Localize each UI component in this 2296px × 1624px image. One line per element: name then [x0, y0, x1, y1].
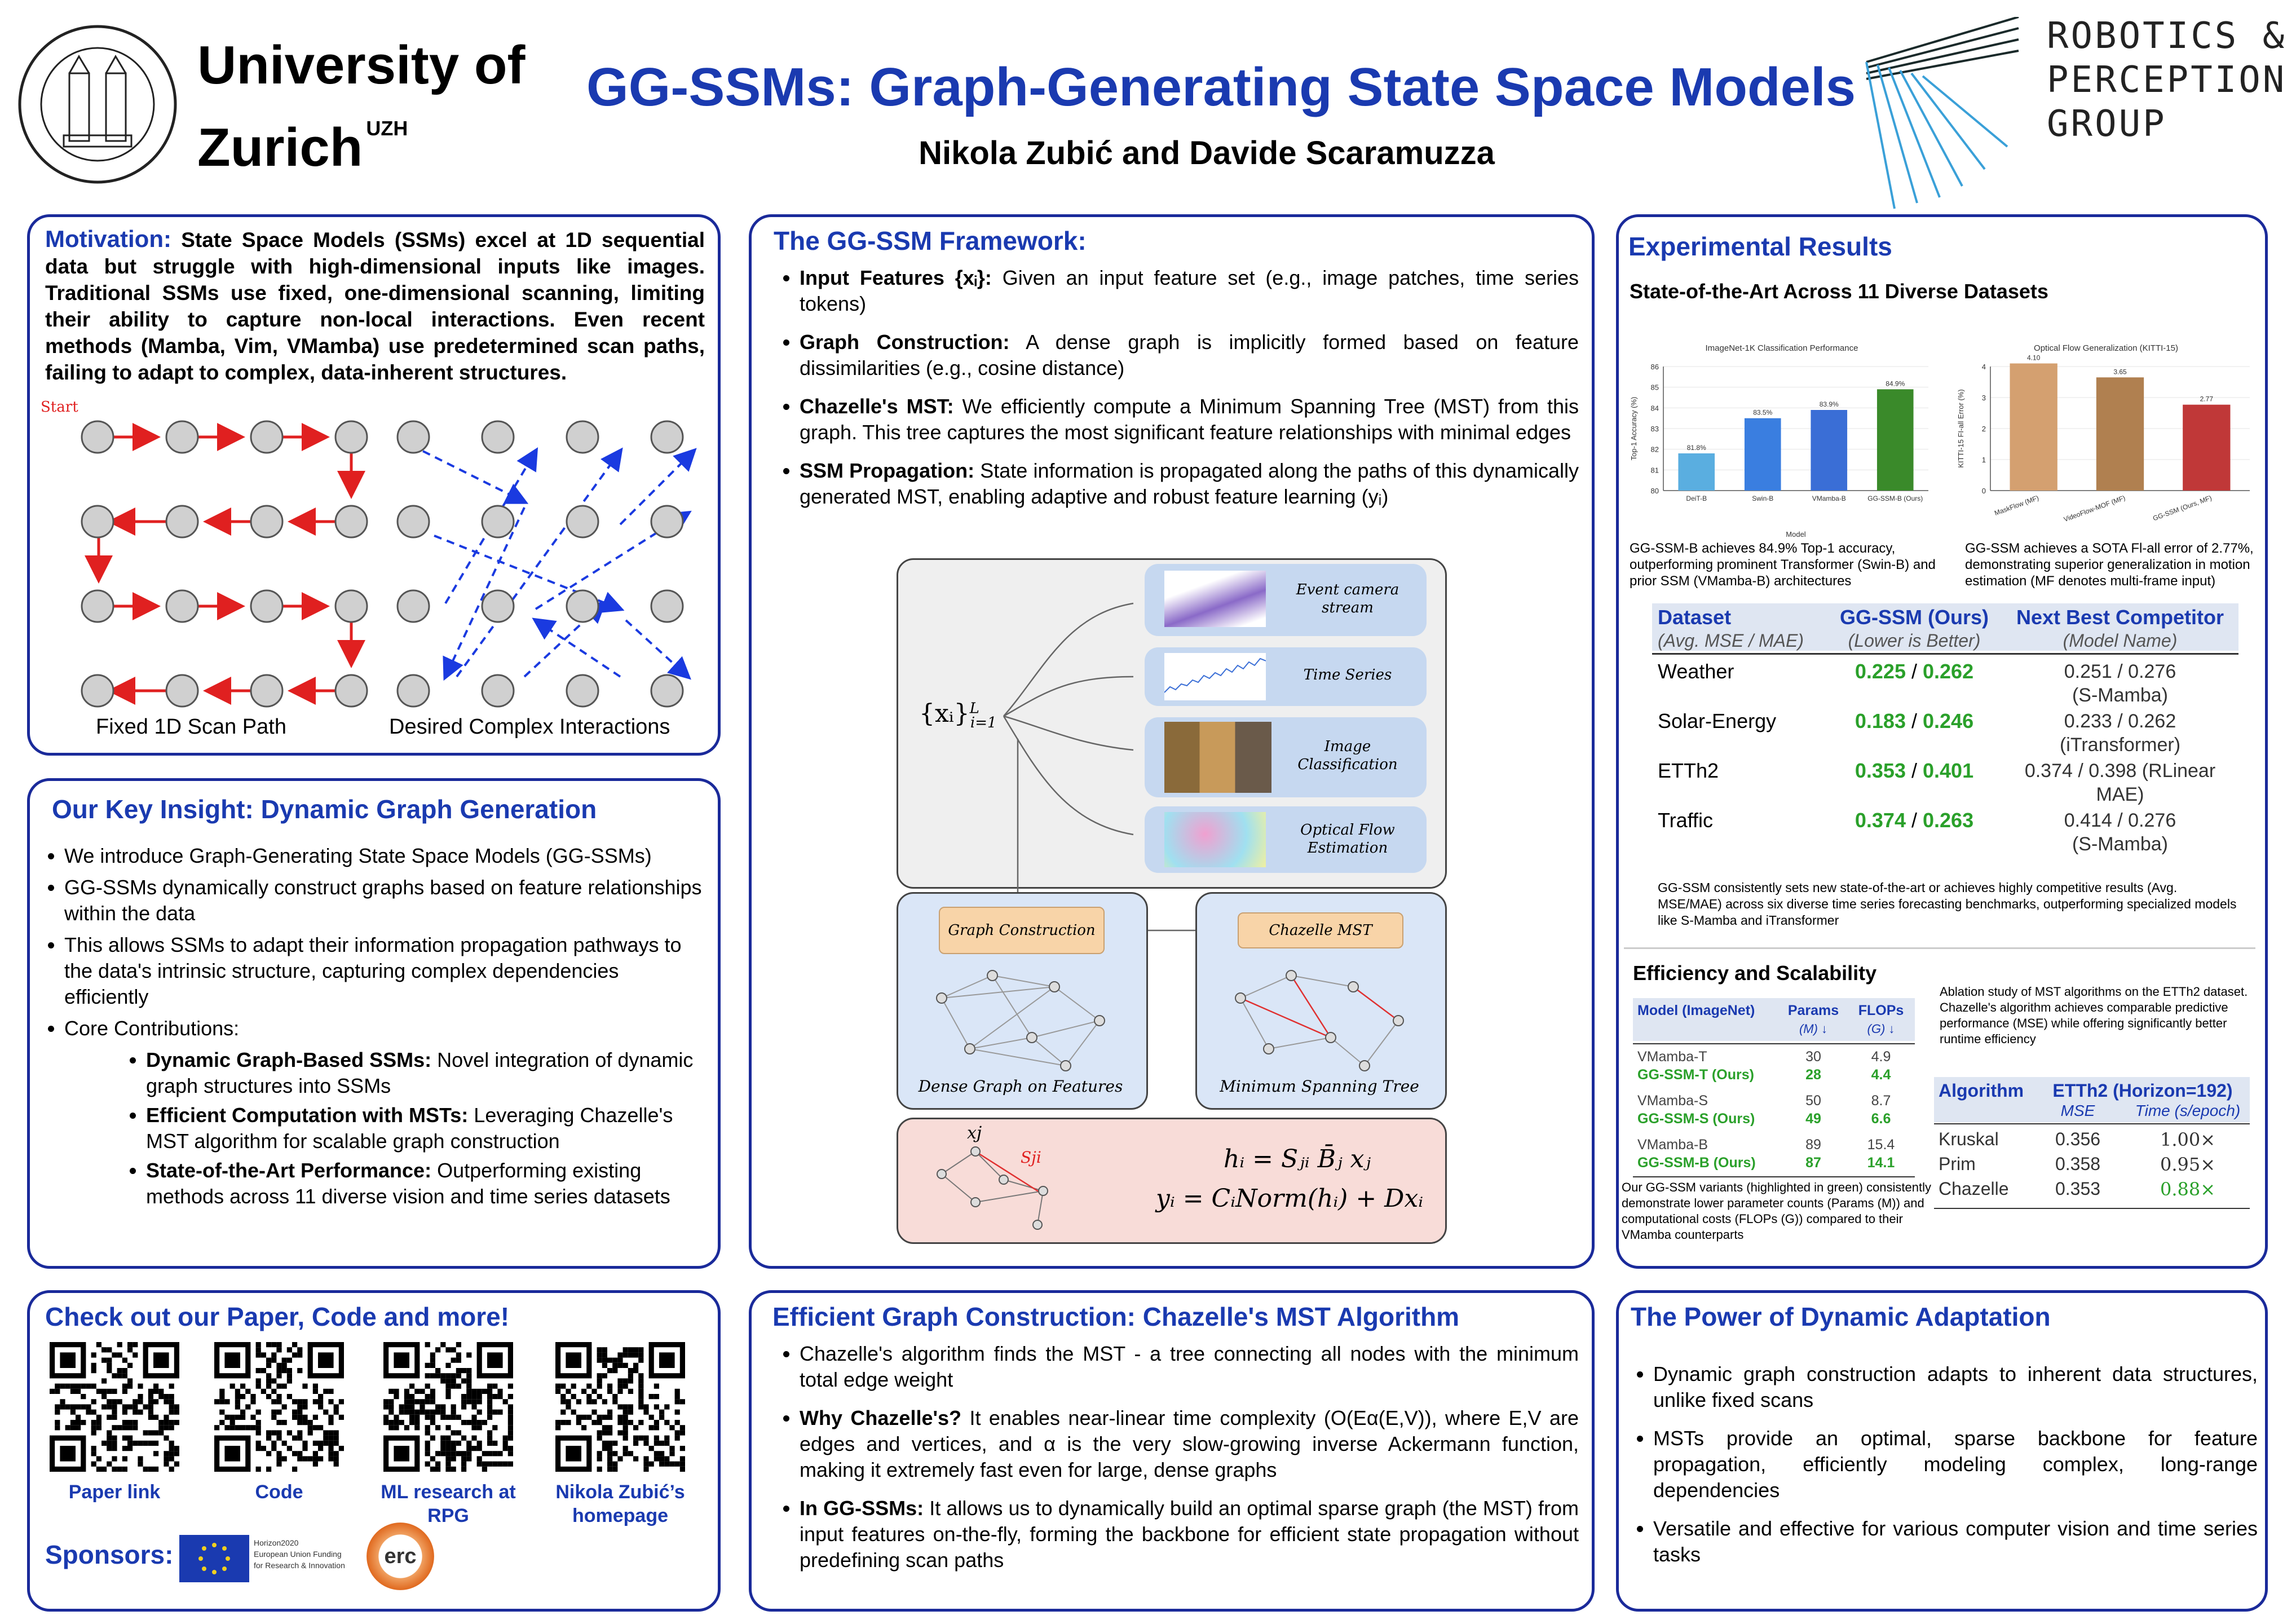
results-subtitle: State-of-the-Art Across 11 Diverse Datasets	[1630, 280, 2048, 303]
chazelle-title: Efficient Graph Construction: Chazelle's MST Algorithm	[772, 1302, 1460, 1331]
efficiency-model-cell: VMamba-S	[1637, 1093, 1708, 1109]
contribution-item: • State-of-the-Art Performance: Outperforming existing methods across 11 diverse vision and time series datasets	[146, 1158, 707, 1210]
efficiency-model-cell: VMamba-T	[1637, 1049, 1707, 1065]
x-tick-label: Swin-B	[1752, 495, 1774, 502]
optical-flow-thumb	[1164, 812, 1266, 867]
ablation-table: Algorithm ETTh2 (Horizon=192) MSE Time (s/epoch) Kruskal 0.356 1.00× Prim 0.358 0.95× Chazelle 0.353 0.88×	[1934, 1077, 2250, 1212]
task-flow-label: Optical Flow Estimation	[1300, 822, 1395, 857]
efficiency-model-cell: GG-SSM-B (Ours)	[1637, 1155, 1756, 1171]
chart-bar	[1745, 418, 1781, 491]
ts-competitor-model: (S-Mamba)	[2072, 833, 2169, 855]
chart-bar	[2010, 364, 2057, 491]
caption-complex: Desired Complex Interactions	[389, 715, 670, 739]
chazelle-bullet: • In GG-SSMs: It allows us to dynamically build an optimal sparse graph (the MST) from input features on-the-fly, forming the backbone for efficient state propagation without predefining scan paths	[800, 1495, 1579, 1573]
ablation-time-cell: 0.88×	[2160, 1179, 2216, 1200]
table-rule	[1633, 1176, 1915, 1177]
power-title: The Power of Dynamic Adaptation	[1631, 1302, 2051, 1331]
x-tick-label: MaskFlow (MF)	[1993, 493, 2040, 518]
efficiency-params-cell: 49	[1805, 1111, 1821, 1127]
power-bullets	[1637, 1361, 2258, 1580]
mst-caption: Minimum Spanning Tree	[1220, 1077, 1419, 1096]
bar-value-label: 84.9%	[1886, 379, 1905, 388]
ts-competitor-cell: 0.251 / 0.276	[2064, 661, 2176, 682]
ts-dataset-cell: ETTh2	[1658, 759, 1719, 782]
dense-graph-caption: Dense Graph on Features	[918, 1077, 1123, 1096]
x-tick-label: GG-SSM (Ours, MF)	[2152, 493, 2213, 523]
power-bullet: • Dynamic graph construction adapts to inherent data structures, unlike fixed scans	[1653, 1361, 2258, 1413]
ablation-mse-cell: 0.356	[2055, 1129, 2101, 1149]
insight-bullets	[47, 843, 707, 1213]
efficiency-params-cell: 50	[1805, 1093, 1821, 1109]
ablation-mse-cell: 0.358	[2055, 1154, 2101, 1174]
chart1-caption: GG-SSM-B achieves 84.9% Top-1 accuracy, outperforming prominent Transformer (Swin-B) and prior SSM (VMamba-B) architectures	[1630, 541, 1936, 589]
bar-value-label: 83.5%	[1753, 408, 1773, 417]
event-stream-thumb	[1164, 571, 1266, 627]
edge-sji-label: Sji	[1021, 1148, 1041, 1167]
power-bullet: • MSTs provide an optimal, sparse backbone for feature propagation, efficiently modeling complex, long-range dependencies	[1653, 1426, 2258, 1503]
ts-dataset-cell: Solar-Energy	[1658, 709, 1777, 732]
efficiency-flops-cell: 15.4	[1867, 1137, 1895, 1153]
ts-competitor-cell: 0.233 / 0.262	[2064, 710, 2176, 732]
ts-competitor-cell: 0.374 / 0.398 (RLinear	[2024, 760, 2216, 782]
contribution-item: • Dynamic Graph-Based SSMs: Novel integration of dynamic graph structures into SSMs	[146, 1047, 707, 1099]
contribution-item: • Efficient Computation with MSTs: Leveraging Chazelle's MST algorithm for scalable graph construction	[146, 1102, 707, 1154]
start-label: Start	[41, 399, 78, 416]
ssm-equation-1: hᵢ = Sⱼᵢ B̄ⱼ xⱼ	[1224, 1145, 1371, 1173]
bar-value-label: 81.8%	[1686, 444, 1706, 452]
y-tick-label: 83	[1650, 425, 1659, 433]
chart-kitti	[1951, 338, 2261, 541]
ablation-algorithm-cell: Prim	[1939, 1154, 1976, 1174]
insight-bullet: • We introduce Graph-Generating State Space Models (GG-SSMs)	[64, 843, 707, 869]
y-tick-label: 2	[1981, 425, 1986, 433]
motivation-diagram	[39, 395, 710, 744]
insight-title: Our Key Insight: Dynamic Graph Generation	[52, 795, 597, 824]
ts-ours-cell: 0.374 / 0.263	[1855, 809, 1974, 832]
ts-ours-cell: 0.225 / 0.262	[1855, 660, 1974, 683]
ablation-algorithm-cell: Kruskal	[1939, 1129, 1999, 1149]
y-tick-label: 0	[1981, 487, 1986, 495]
links-title: Check out our Paper, Code and more!	[45, 1302, 510, 1331]
y-tick-label: 84	[1650, 404, 1659, 413]
chart-bar	[1877, 389, 1914, 491]
y-tick-label: 81	[1650, 466, 1659, 475]
x-tick-label: DeiT-B	[1686, 495, 1707, 502]
chazelle-mst-box: Chazelle MST	[1238, 912, 1403, 948]
y-tick-label: 3	[1981, 394, 1986, 402]
framework-bullet: • Graph Construction: A dense graph is implicitly formed based on feature dissimilarities (e.g., cosine distance)	[800, 329, 1579, 381]
ts-ours-cell: 0.353 / 0.401	[1855, 759, 1974, 782]
y-tick-label: 82	[1650, 445, 1659, 454]
rpg-logo-lines	[1861, 17, 2041, 214]
ts-table-caption: GG-SSM consistently sets new state-of-the-art or achieves highly competitive results (Avg. MSE/MAE) across six diverse time series forecasting benchmarks, outperforming specialized models like S-Mamba and iTransformer	[1658, 880, 2237, 928]
caption-fixed-scan: Fixed 1D Scan Path	[96, 715, 286, 739]
efficiency-model-cell: GG-SSM-S (Ours)	[1637, 1111, 1755, 1127]
y-axis-label: KITTI-15 FI-all Error (%)	[1957, 389, 1965, 468]
insight-bullet: • This allows SSMs to adapt their information propagation pathways to the data's intrinsic structure, capturing complex dependencies efficiently	[64, 932, 707, 1010]
chazelle-bullets	[784, 1341, 1579, 1586]
ablation-algorithm-cell: Chazelle	[1939, 1179, 2009, 1199]
y-tick-label: 1	[1981, 456, 1986, 464]
uzh-seal	[16, 23, 179, 186]
framework-bullet: • Input Features {xᵢ}: Given an input feature set (e.g., image patches, time series tokens)	[800, 265, 1579, 317]
framework-bullet: • SSM Propagation: State information is propagated along the paths of this dynamically generated MST, enabling adaptive and robust feature learning (yᵢ)	[800, 458, 1579, 510]
efficiency-model-cell: VMamba-B	[1637, 1137, 1708, 1153]
eu-funding-text: Horizon2020 European Union Funding for Research & Innovation	[254, 1538, 345, 1570]
y-tick-label: 4	[1981, 363, 1986, 371]
chart-bar	[2183, 405, 2230, 491]
ts-dataset-cell: Weather	[1658, 660, 1734, 683]
chart-bar	[2096, 377, 2144, 491]
section-divider	[1624, 947, 2255, 949]
chart-imagenet	[1624, 338, 1940, 541]
efficiency-params-cell: 89	[1805, 1137, 1821, 1153]
chart-bar	[1811, 410, 1847, 491]
authors: Nikola Zubić and Davide Scaramuzza	[919, 135, 1495, 171]
motivation-text: Motivation: State Space Models (SSMs) excel at 1D sequential data but struggle with high-dimensional inputs like images. Traditional SSMs use fixed, one-dimensional scanning, limiting their ability to capture non-local interactions. Even recent methods (Mamba, Vim, VMamba) use predetermined scan paths, failing to adapt to complex, data-inherent structures.	[45, 226, 705, 384]
y-tick-label: 85	[1650, 383, 1659, 392]
bar-value-label: 4.10	[2026, 354, 2041, 362]
qr-caption[interactable]: Nikola Zubić’s homepage	[555, 1481, 685, 1526]
ablation-time-cell: 1.00×	[2160, 1129, 2216, 1150]
task-timeseries-label: Time Series	[1303, 667, 1392, 683]
efficiency-title: Efficiency and Scalability	[1633, 961, 1877, 985]
framework-bullet: • Chazelle's MST: We efficiently compute a Minimum Spanning Tree (MST) from this graph. This tree captures the most significant feature relationships with minimal edges	[800, 394, 1579, 445]
task-event-label: Event camera stream	[1296, 581, 1399, 616]
ts-competitor-model: MAE)	[2096, 784, 2144, 805]
qr-caption[interactable]: Paper link	[68, 1481, 161, 1503]
y-axis-label: Top-1 Accuracy (%)	[1630, 396, 1638, 461]
task-image-label: Image Classification	[1297, 738, 1398, 773]
efficiency-params-cell: 87	[1805, 1155, 1821, 1171]
ts-competitor-cell: 0.414 / 0.276	[2064, 810, 2176, 831]
ts-subheader-dataset: (Avg. MSE / MAE)	[1658, 630, 1804, 651]
qr-code[interactable]	[50, 1342, 179, 1472]
ablation-time-cell: 0.95×	[2160, 1154, 2216, 1175]
power-bullet: • Versatile and effective for various computer vision and time series tasks	[1653, 1516, 2258, 1568]
chart2-caption: GG-SSM achieves a SOTA Fl-all error of 2.77%, demonstrating superior generalization in motion estimation (MF denotes multi-frame input)	[1965, 541, 2254, 589]
efficiency-params-cell: 30	[1805, 1049, 1821, 1065]
chart-title: ImageNet-1K Classification Performance	[1705, 343, 1858, 353]
efficiency-model-cell: GG-SSM-T (Ours)	[1637, 1067, 1754, 1083]
node-xj-label: xj	[967, 1123, 982, 1143]
insight-bullet: • GG-SSMs dynamically construct graphs based on feature relationships within the data	[64, 875, 707, 926]
x-axis-label: Model	[1786, 530, 1806, 539]
results-title: Experimental Results	[1628, 232, 1892, 261]
bar-value-label: 3.65	[2113, 368, 2127, 376]
university-name: University of Zurich $^{UZH}$	[197, 35, 526, 178]
input-features-label: {xᵢ}$^L_{i=1}$	[919, 699, 997, 731]
image-classification-thumb	[1164, 722, 1271, 793]
qr-code[interactable]	[214, 1342, 344, 1472]
ts-subheader-ours: (Lower is Better)	[1848, 630, 1981, 651]
x-tick-label: VMamba-B	[1812, 495, 1846, 502]
efficiency-flops-cell: 14.1	[1867, 1155, 1895, 1171]
ts-header-competitor: Next Best Competitor	[2016, 606, 2224, 629]
ts-competitor-model: (S-Mamba)	[2072, 685, 2169, 706]
chazelle-bullet: • Chazelle's algorithm finds the MST - a tree connecting all nodes with the minimum total edge weight	[800, 1341, 1579, 1393]
graph-construction-box: Graph Construction	[939, 907, 1105, 954]
ts-dataset-cell: Traffic	[1658, 809, 1714, 832]
eu-flag	[179, 1535, 249, 1582]
framework-title: The GG-SSM Framework:	[774, 226, 1087, 255]
framework-diagram	[897, 558, 1449, 1252]
y-tick-label: 80	[1650, 487, 1659, 495]
efficiency-params-cell: 28	[1805, 1067, 1821, 1083]
x-tick-label: VideoFlow-MOF (MF)	[2063, 493, 2127, 524]
rpg-logo-text: ROBOTICS & PERCEPTION GROUP	[2047, 15, 2287, 145]
qr-caption[interactable]: ML research at RPG	[381, 1481, 516, 1526]
framework-bullets	[784, 265, 1579, 522]
erc-logo: erc	[367, 1522, 434, 1590]
efficiency-table: Model (ImageNet) Params FLOPs (M) ↓ (G) ↓ VMamba-T 30 4.9 GG-SSM-T (Ours) 28 4.4 VMamba-S 50 8.7 GG-SSM-S (Ours) 49 6.6 VMamba-B 89 15.4 GG-SSM-B (Ours) 87 14.1	[1633, 998, 1915, 1173]
ts-header-dataset: Dataset	[1658, 606, 1732, 629]
qr-code[interactable]	[555, 1342, 685, 1472]
chart-title: Optical Flow Generalization (KITTI-15)	[2034, 343, 2178, 353]
y-tick-label: 86	[1650, 363, 1659, 371]
timeseries-thumb	[1164, 653, 1266, 700]
uzh-mark: UZH	[366, 117, 408, 140]
ts-competitor-model: (iTransformer)	[2059, 734, 2181, 756]
ssm-equation-2: yᵢ = CᵢNorm(hᵢ) + Dxᵢ	[1156, 1184, 1424, 1213]
ts-ours-cell: 0.183 / 0.246	[1855, 709, 1974, 732]
x-tick-label: GG-SSM-B (Ours)	[1867, 495, 1923, 502]
efficiency-flops-cell: 6.6	[1871, 1111, 1891, 1127]
insight-bullet: • Core Contributions:	[64, 1016, 707, 1042]
poster-title: GG-SSMs: Graph-Generating State Space Models	[586, 57, 1856, 117]
chart-bar	[1678, 453, 1715, 491]
ts-subheader-competitor: (Model Name)	[2063, 630, 2178, 651]
ts-header-ours: GG-SSM (Ours)	[1839, 606, 1989, 629]
sponsors-label: Sponsors:	[45, 1540, 174, 1569]
qr-caption[interactable]: Code	[255, 1481, 303, 1503]
efficiency-flops-cell: 4.9	[1871, 1049, 1891, 1065]
motivation-label: Motivation:	[45, 226, 171, 252]
ablation-caption: Ablation study of MST algorithms on the ETTh2 dataset. Chazelle's algorithm achieves comparable predictive performance (MSE) while offering significantly better runtime efficiency	[1940, 985, 2248, 1046]
bar-value-label: 83.9%	[1819, 400, 1839, 408]
efficiency-flops-cell: 4.4	[1871, 1067, 1891, 1083]
chazelle-bullet: • Why Chazelle's? It enables near-linear time complexity (O(Eα(E,V)), where E,V are edges and vertices, and α is the very slow-growing inverse Ackermann function, making it extremely fast even for large, dense graphs	[800, 1405, 1579, 1483]
bar-value-label: 2.77	[2200, 395, 2214, 403]
ablation-mse-cell: 0.353	[2055, 1179, 2101, 1199]
qr-code[interactable]	[383, 1342, 513, 1472]
efficiency-caption: Our GG-SSM variants (highlighted in green) consistently demonstrate lower parameter counts (Params (M)) and computational costs (FLOPs (G)) compared to their VMamba counterparts	[1622, 1180, 1932, 1242]
efficiency-flops-cell: 8.7	[1871, 1093, 1891, 1109]
